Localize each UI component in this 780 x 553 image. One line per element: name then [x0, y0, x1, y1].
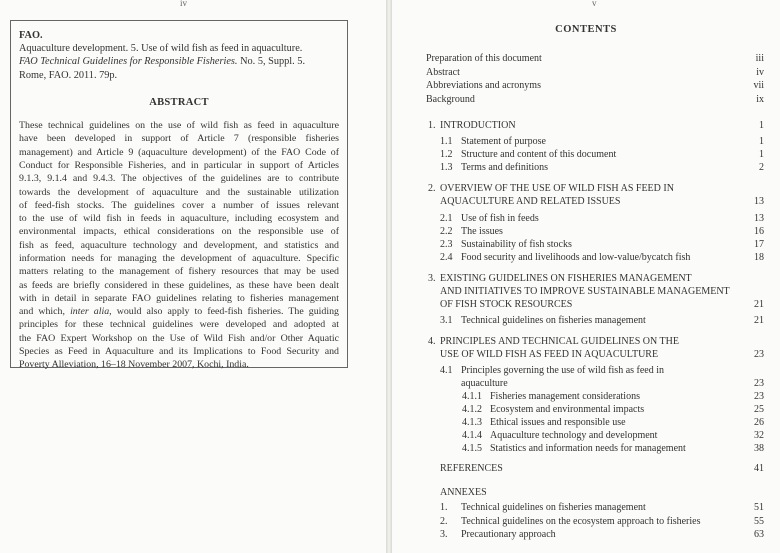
toc-entry-label: Technical guidelines on fisheries management	[461, 502, 646, 513]
toc-entry-number: 4.1	[440, 365, 453, 376]
toc-row[interactable]	[392, 119, 780, 132]
toc-entry-label: OVERVIEW OF THE USE OF WILD FISH AS FEED IN	[440, 183, 674, 194]
abstract-line: management) and Article 9 (aquaculture development) of the FAO Code of	[19, 146, 339, 158]
toc-entry-number: 4.1.1	[462, 391, 482, 402]
toc-entry-number: 3.1	[440, 315, 453, 326]
toc-entry-page: 23	[754, 378, 764, 389]
toc-entry-number: 2.4	[440, 252, 453, 263]
toc-entry-number: 1.1	[440, 136, 453, 147]
toc-entry-page: 2	[759, 162, 764, 173]
toc-row[interactable]	[392, 182, 780, 195]
toc-entry-label: Abstract	[426, 67, 460, 78]
toc-row[interactable]	[392, 377, 780, 390]
abstract-line: fish as feed, aquaculture technology and development, and statistics and	[19, 239, 339, 251]
toc-row[interactable]	[392, 314, 780, 327]
abstract-line: matters relating to the management of fishery resources that may be used	[19, 266, 339, 278]
abstract-line: with in detail in separate FAO guidelines relating to fisheries management	[19, 292, 339, 304]
toc-row[interactable]	[392, 416, 780, 429]
toc-entry-label: INTRODUCTION	[440, 120, 516, 131]
toc-entry-label: Food security and livelihoods and low-value/bycatch fish	[461, 252, 691, 263]
abstract-title: ABSTRACT	[149, 96, 209, 108]
toc-entry-label: Structure and content of this document	[461, 149, 617, 160]
toc-row[interactable]	[392, 212, 780, 225]
toc-row[interactable]	[392, 390, 780, 403]
toc-row[interactable]	[392, 135, 780, 148]
toc-entry-label: Background	[426, 94, 475, 105]
toc-front-matter-row[interactable]	[392, 93, 780, 106]
citation-line-1: Aquaculture development. 5. Use of wild fish as feed in aquaculture.	[19, 43, 303, 55]
toc-entry-number: 2.2	[440, 226, 453, 237]
toc-entry-page: iv	[756, 67, 764, 78]
toc-row[interactable]	[392, 285, 780, 298]
toc-entry-label: PRINCIPLES AND TECHNICAL GUIDELINES ON THE	[440, 336, 679, 347]
toc-row[interactable]	[392, 501, 780, 514]
toc-entry-page: iii	[755, 53, 764, 64]
toc-front-matter-row[interactable]	[392, 79, 780, 92]
toc-row[interactable]	[392, 272, 780, 285]
abstract-line: Species as Feed in Aquaculture and its Implications to Food Security and	[19, 346, 339, 358]
toc-entry-label: The issues	[461, 226, 503, 237]
toc-entry-page: vii	[753, 80, 764, 91]
toc-entry-label: Aquaculture technology and development	[490, 430, 658, 441]
toc-entry-number: 4.	[428, 336, 436, 347]
left-page-number: iv	[180, 0, 188, 8]
citation-line-2	[19, 55, 339, 68]
right-page	[392, 0, 780, 553]
abstract-line: of feed-fish stocks. The guidelines cover a number of issues relevant	[19, 199, 339, 211]
toc-entry-page: 1	[759, 149, 764, 160]
toc-entry-number: 2.1	[440, 213, 453, 224]
abstract-line: principles for these technical guidelines were developed and adopted at	[19, 319, 339, 331]
toc-entry-page: 63	[754, 529, 764, 540]
toc-entry-label: AND INITIATIVES TO IMPROVE SUSTAINABLE MANAGEMENT	[440, 286, 730, 297]
toc-row[interactable]	[392, 348, 780, 361]
abstract-line: Conduct for Responsible Fisheries, and in particular in support of Articles	[19, 159, 339, 171]
citation-series: FAO Technical Guidelines for Responsible Fisheries.	[19, 56, 238, 68]
toc-row[interactable]	[392, 528, 780, 541]
toc-entry-number: 2.	[428, 183, 436, 194]
toc-entry-number: 2.	[440, 516, 448, 527]
toc-entry-page: 23	[754, 391, 764, 402]
toc-entry-label: Technical guidelines on fisheries management	[461, 315, 646, 326]
toc-front-matter-row[interactable]	[392, 52, 780, 65]
toc-entry-number: 1.	[428, 120, 436, 131]
toc-entry-page: 17	[754, 239, 764, 250]
toc-row[interactable]	[392, 515, 780, 528]
toc-entry-number: 4.1.5	[462, 443, 482, 454]
toc-entry-number: 4.1.2	[462, 404, 482, 415]
toc-entry-number: 4.1.4	[462, 430, 482, 441]
citation-line-3: Rome, FAO. 2011. 79p.	[19, 69, 118, 81]
toc-entry-label: REFERENCES	[440, 463, 503, 474]
abstract-line: information needs for managing the development of aquaculture. Specific	[19, 252, 339, 264]
left-page	[0, 0, 386, 553]
toc-front-matter-row[interactable]	[392, 66, 780, 79]
toc-entry-page: 18	[754, 252, 764, 263]
toc-entry-page: 41	[754, 463, 764, 474]
toc-entry-number: 2.3	[440, 239, 453, 250]
toc-entry-label: Ethical issues and responsible use	[490, 417, 626, 428]
toc-entry-label: USE OF WILD FISH AS FEED IN AQUACULTURE	[440, 349, 659, 360]
toc-entry-label: AQUACULTURE AND RELATED ISSUES	[440, 196, 621, 207]
citation-author: FAO.	[19, 30, 43, 41]
abstract-line: These technical guidelines on the use of wild fish as feed in aquaculture	[19, 120, 339, 132]
toc-row[interactable]	[392, 486, 780, 499]
toc-entry-page: 25	[754, 404, 764, 415]
toc-row[interactable]	[392, 148, 780, 161]
abstract-line: the FAO Expert Workshop on the Use of Wild Fish and/or Other Aquatic	[19, 332, 339, 344]
toc-entry-label: aquaculture	[461, 378, 508, 389]
toc-row[interactable]	[392, 195, 780, 208]
toc-entry-label: OF FISH STOCK RESOURCES	[440, 299, 573, 310]
toc-entry-number: 1.2	[440, 149, 453, 160]
abstract-line: 9.1.3, 9.1.4 and 9.4.3. The objectives of the guidelines are to contribute	[19, 173, 339, 185]
toc-row[interactable]	[392, 442, 780, 455]
right-page-number: v	[592, 0, 597, 8]
toc-row[interactable]	[392, 298, 780, 311]
toc-entry-label: Principles governing the use of wild fish as feed in	[461, 365, 665, 376]
toc-row[interactable]	[392, 403, 780, 416]
abstract-line: to the use of wild fish in feeds in aquaculture, including ecosystem and	[19, 213, 339, 225]
toc-row[interactable]	[392, 462, 780, 475]
abstract-line: environmental impacts, ethical considerations on the responsible use of	[19, 226, 339, 238]
toc-entry-page: 16	[754, 226, 764, 237]
citation-series-number: No. 5, Suppl. 5.	[237, 56, 306, 68]
toc-entry-number: 1.3	[440, 162, 453, 173]
abstract-text	[19, 119, 339, 372]
toc-row[interactable]	[392, 335, 780, 348]
toc-entry-number: 4.1.3	[462, 417, 482, 428]
toc-entry-label: ANNEXES	[440, 487, 487, 498]
toc-entry-page: 1	[759, 120, 764, 131]
toc-row[interactable]	[392, 251, 780, 264]
toc-entry-label: Statement of purpose	[461, 136, 546, 147]
toc-entry-page: 32	[754, 430, 764, 441]
toc-entry-label: Fisheries management considerations	[490, 391, 640, 402]
toc-entry-page: 38	[754, 443, 764, 454]
toc-entry-label: Technical guidelines on the ecosystem approach to fisheries	[461, 516, 701, 527]
toc-entry-label: Terms and definitions	[461, 162, 549, 173]
toc-row[interactable]	[392, 225, 780, 238]
toc-entry-label: Use of fish in feeds	[461, 213, 539, 224]
toc-entry-label: Ecosystem and environmental impacts	[490, 404, 645, 415]
toc-entry-number: 1.	[440, 502, 448, 513]
toc-entry-label: Precautionary approach	[461, 529, 556, 540]
toc-entry-page: 55	[754, 516, 764, 527]
abstract-line: Poverty Alleviation, 16–18 November 2007, Kochi, India.	[19, 359, 249, 371]
toc-entry-page: 26	[754, 417, 764, 428]
toc-entry-label: Statistics and information needs for management	[490, 443, 686, 454]
toc-entry-label: Abbreviations and acronyms	[426, 80, 541, 91]
abstract-line: towards the development of aquaculture and the sustainable utilization	[19, 186, 339, 198]
toc-row[interactable]	[392, 429, 780, 442]
contents-title: CONTENTS	[555, 24, 617, 35]
toc-row[interactable]	[392, 364, 780, 377]
toc-row[interactable]	[392, 238, 780, 251]
abstract-line: and which, inter alia, would also apply to feed-fish fisheries. The guiding	[19, 306, 339, 318]
toc-entry-page: 13	[754, 196, 764, 207]
toc-entry-page: ix	[756, 94, 764, 105]
toc-entry-label: Preparation of this document	[426, 53, 542, 64]
toc-entry-page: 13	[754, 213, 764, 224]
toc-entry-page: 21	[754, 315, 764, 326]
abstract-line: as feeds are briefly considered in these guidelines, as these have been dealt	[19, 279, 339, 291]
abstract-box	[10, 20, 348, 371]
toc-entry-number: 3.	[440, 529, 448, 540]
toc-entry-page: 23	[754, 349, 764, 360]
toc-entry-page: 51	[754, 502, 764, 513]
toc-row[interactable]	[392, 161, 780, 174]
toc-entry-page: 1	[759, 136, 764, 147]
toc-entry-number: 3.	[428, 273, 436, 284]
toc-entry-label: Sustainability of fish stocks	[461, 239, 572, 250]
toc-entry-label: EXISTING GUIDELINES ON FISHERIES MANAGEMENT	[440, 273, 692, 284]
toc-entry-page: 21	[754, 299, 764, 310]
abstract-line: have been developed in support of Article 7 (responsible fisheries	[19, 133, 339, 145]
